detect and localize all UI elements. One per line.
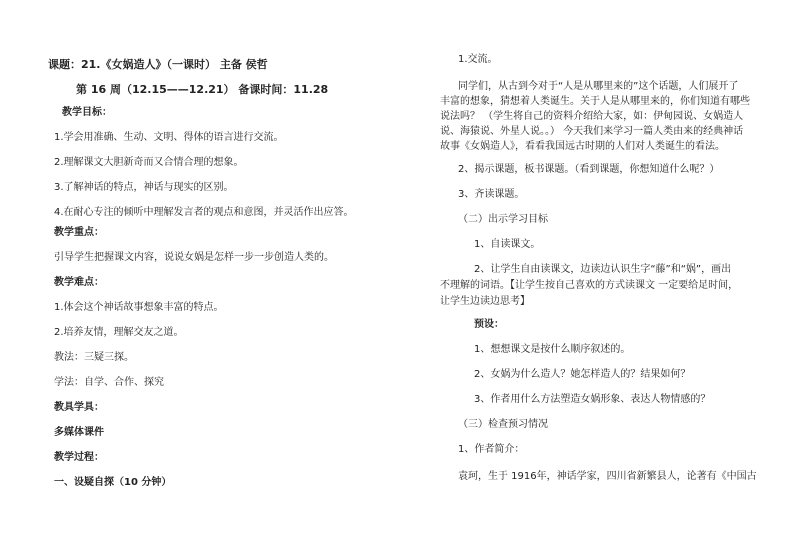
- step-1: 一、设疑自探（10 分钟）: [54, 477, 172, 488]
- free-read-line-2: 不理解的词语。【让学生按自己喜欢的方式读课文 一定要给足时间，: [440, 280, 739, 291]
- check-preview: （三）检查预习情况: [458, 419, 548, 430]
- reveal-topic: 2、揭示课题，板书课题。（看到课题，你想知道什么呢？）: [458, 164, 720, 175]
- question-3: 3、作者用什么方法塑造女娲形象、表达人物情感的？: [474, 394, 711, 405]
- intro-line-2: 丰富的想象，猜想着人类诞生。关于人是从哪里来的，你们知道有哪些: [440, 96, 750, 107]
- tools-text: 多媒体课件: [54, 427, 104, 438]
- show-goals: （二）出示学习目标: [458, 214, 548, 225]
- key-heading: 教学重点：: [54, 227, 104, 238]
- author-intro: 袁珂，生于 1916年，神话学家，四川省新繁县人，论著有《中国古: [458, 471, 757, 482]
- goals-heading: 教学目标：: [62, 107, 112, 118]
- exchange-line: 1.交流。: [458, 54, 498, 65]
- goal-3: 3.了解神话的特点，神话与现实的区别。: [54, 182, 234, 193]
- tools-heading: 教具学具：: [54, 402, 104, 413]
- difficulty-1: 1.体会这个神话故事想象丰富的特点。: [54, 302, 224, 313]
- key-text: 引导学生把握课文内容，说说女娲是怎样一步一步创造人类的。: [54, 252, 334, 263]
- question-2: 2、女娲为什么造人？她怎样造人的？结果如何？: [474, 369, 691, 380]
- goal-1: 1.学会用准确、生动、文明、得体的语言进行交流。: [54, 132, 284, 143]
- difficulty-2: 2.培养友情，理解交友之道。: [54, 327, 184, 338]
- intro-line-1: 同学们，从古到今对于“人是从哪里来的”这个话题，人们展开了: [458, 81, 739, 92]
- free-read-line-1: 2、让学生自由读课文，边读边认识生字“藤”和“娲”，画出: [474, 264, 732, 275]
- teaching-method: 教法：三疑三探。: [54, 352, 134, 363]
- week-line: 第 16 周（12.15——12.21） 备课时间：11.28: [76, 83, 329, 96]
- difficulty-heading: 教学难点：: [54, 277, 104, 288]
- intro-line-5: 故事《女娲造人》，看看我国远古时期的人们对人类诞生的看法。: [440, 141, 725, 152]
- self-read: 1、自读课文。: [474, 239, 541, 250]
- goal-4: 4.在耐心专注的倾听中理解发言者的观点和意图，并灵活作出应答。: [54, 207, 354, 218]
- author-heading: 1、作者简介：: [458, 444, 525, 455]
- intro-line-3: 说法吗？ （学生将自己的资料介绍给大家，如：伊甸园说、女娲造人: [440, 111, 744, 122]
- free-read-line-3: 让学生边读边思考】: [440, 296, 530, 307]
- lesson-title: 课题：21.《女娲造人》（一课时） 主备 侯哲: [48, 58, 268, 71]
- question-1: 1、想想课文是按什么顺序叙述的。: [474, 344, 631, 355]
- study-method: 学法：自学、合作、探究: [54, 377, 164, 388]
- goal-2: 2.理解课文大胆新奇而又合情合理的想象。: [54, 157, 244, 168]
- intro-line-4: 说、海猿说、外星人说。。） 今天我们来学习一篇人类由来的经典神话: [440, 126, 744, 137]
- read-topic: 3、齐读课题。: [458, 189, 525, 200]
- preview-heading: 预设：: [474, 319, 504, 330]
- process-heading: 教学过程：: [54, 452, 104, 463]
